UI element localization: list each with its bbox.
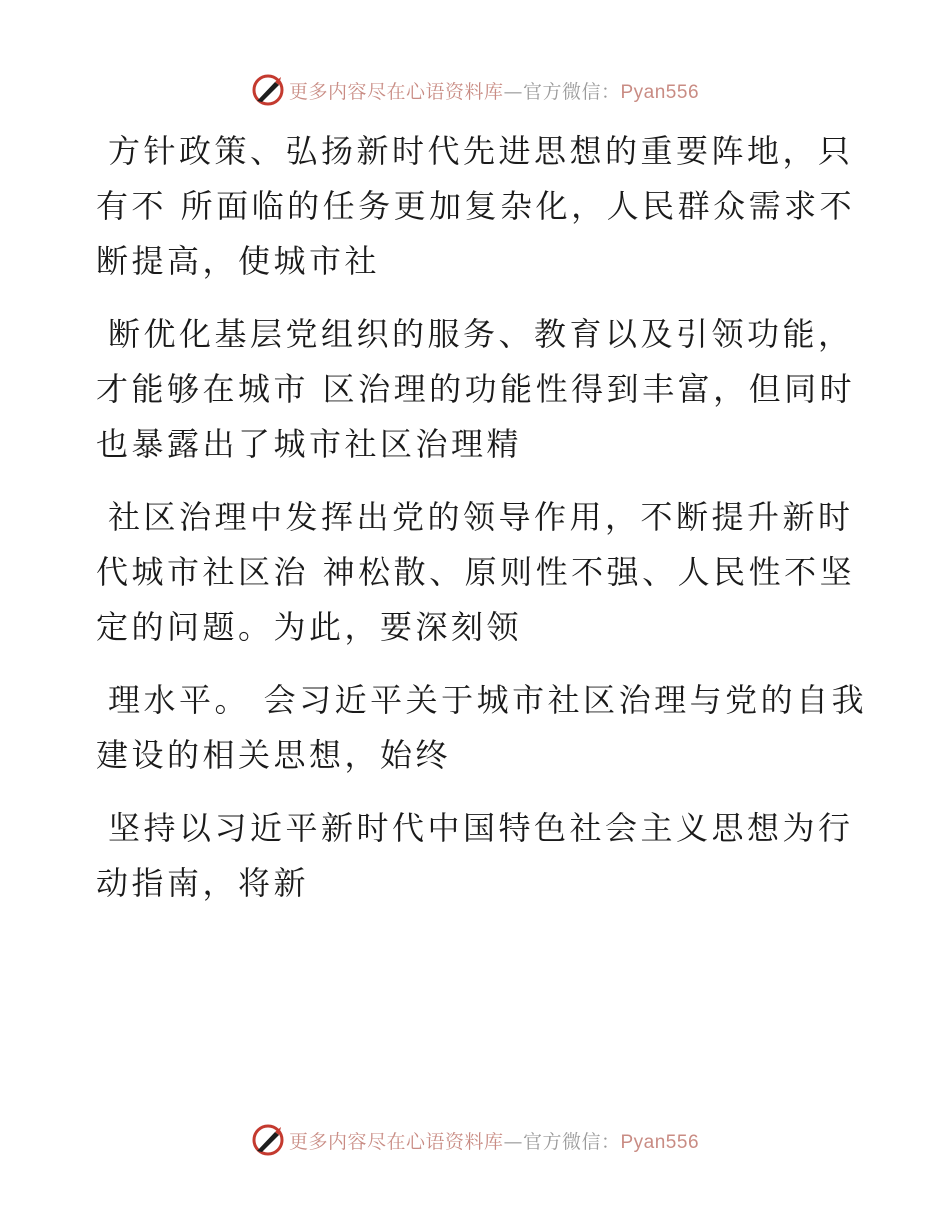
header-watermark — [0, 70, 950, 110]
watermark-dash: — — [503, 80, 523, 103]
document-body — [96, 124, 868, 929]
watermark-id: Pyan556 — [620, 1131, 700, 1153]
watermark-text — [289, 1127, 699, 1154]
text-line: 理水平。 会习近平关于城市社区治理与党的自我 — [108, 681, 868, 719]
text-line: 也暴露出了城市社区治理精 — [96, 425, 523, 463]
text-line: 断提高，使城市社 — [96, 242, 381, 280]
watermark-dash: — — [503, 1130, 523, 1153]
text-line: 建设的相关思想，始终 — [96, 736, 452, 774]
watermark-label: 官方微信： — [522, 1130, 621, 1153]
footer-watermark — [0, 1120, 950, 1160]
paragraph-3 — [96, 490, 856, 655]
text-line: 才能够在城市 区治理的功能性得到丰富，但同时 — [96, 370, 856, 408]
text-line: 坚持以习近平新时代中国特色社会主义思想为行 — [108, 809, 854, 847]
quill-logo-icon — [251, 73, 285, 107]
watermark-id: Pyan556 — [620, 81, 700, 103]
quill-logo-icon — [251, 1123, 285, 1157]
text-line: 代城市社区治 神松散、原则性不强、人民性不坚 — [96, 553, 856, 591]
text-line: 有不 所面临的任务更加复杂化，人民群众需求不 — [96, 187, 856, 225]
text-line: 定的问题。为此，要深刻领 — [96, 608, 523, 646]
watermark-text — [289, 77, 699, 104]
watermark-label: 官方微信： — [522, 80, 621, 103]
text-line: 社区治理中发挥出党的领导作用，不断提升新时 — [108, 498, 854, 536]
paragraph-1 — [96, 124, 856, 289]
paragraph-5 — [96, 801, 856, 911]
text-line: 动指南，将新 — [96, 864, 310, 902]
watermark-main: 更多内容尽在心语资料库 — [288, 1130, 504, 1153]
paragraph-4 — [96, 673, 868, 783]
watermark-main: 更多内容尽在心语资料库 — [288, 80, 504, 103]
paragraph-2 — [96, 307, 856, 472]
text-line: 方针政策、弘扬新时代先进思想的重要阵地，只 — [108, 132, 854, 170]
text-line: 断优化基层党组织的服务、教育以及引领功能， — [108, 315, 854, 353]
